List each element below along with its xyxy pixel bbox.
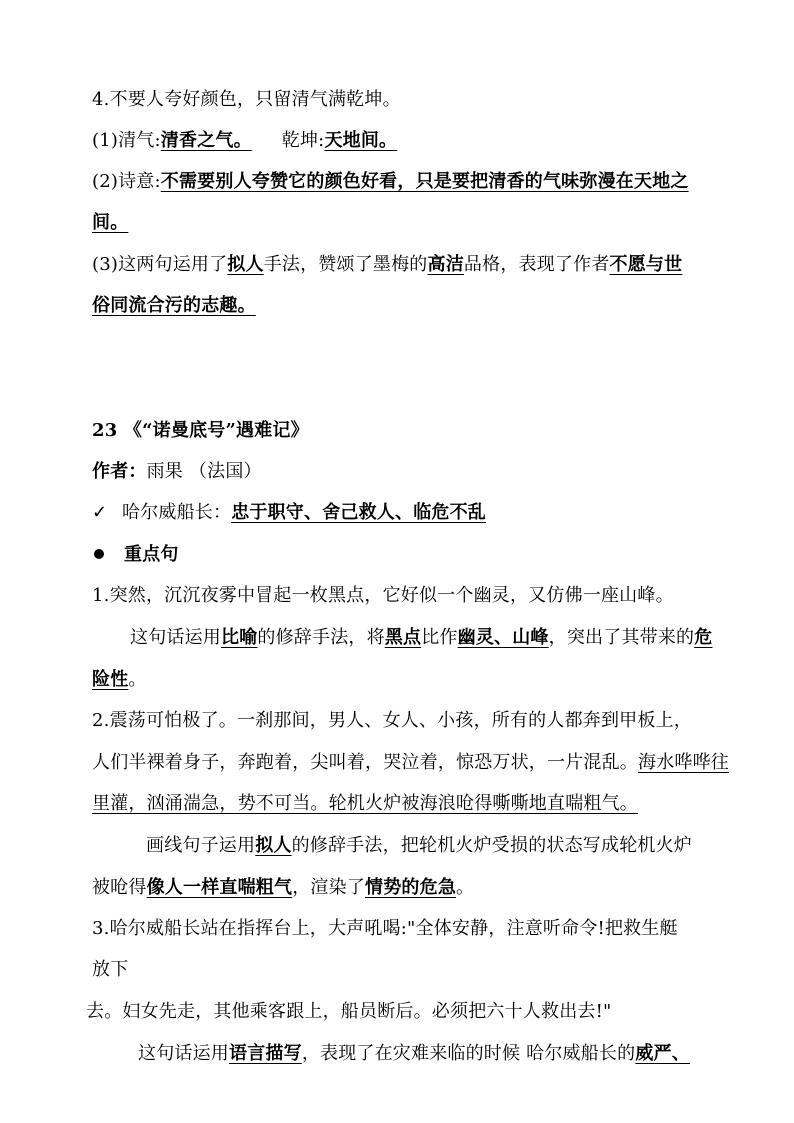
sentence-1-explanation-cont bbox=[92, 668, 712, 692]
key-sentences-heading bbox=[92, 543, 712, 567]
answer-text: 情势的危急 bbox=[365, 877, 457, 898]
annotation-label: (2)诗意: bbox=[92, 171, 161, 192]
annotation-label: 乾坤: bbox=[281, 130, 325, 151]
author-line bbox=[92, 460, 712, 484]
sentence-2-line2 bbox=[92, 751, 729, 775]
sentence-3-line2: 放下 bbox=[92, 959, 129, 980]
answer-text: 俗同流合污的志趣。 bbox=[92, 295, 256, 316]
sentence-3: 3.哈尔威船长站在指挥台上，大声吼喝:"全体安静，注意听命令!把救生艇 bbox=[92, 918, 678, 939]
text: (3)这两句运用了 bbox=[92, 254, 228, 275]
text: 比作 bbox=[421, 627, 458, 648]
answer-text: 险性 bbox=[92, 669, 129, 690]
answer-text: 幽灵、山峰 bbox=[457, 627, 549, 648]
text: 画线句子运用 bbox=[146, 835, 256, 856]
annotation-2 bbox=[92, 170, 712, 194]
sentence-1-explanation bbox=[130, 626, 750, 650]
annotation-3 bbox=[92, 253, 712, 277]
answer-text: 威严、 bbox=[635, 1043, 690, 1064]
answer-text: 拟人 bbox=[227, 254, 264, 275]
answer-text: 拟人 bbox=[255, 835, 292, 856]
sentence-2: 2.震荡可怕极了。一刹那间，男人、女人、小孩，所有的人都奔到甲板上， bbox=[92, 710, 692, 731]
text: 。 bbox=[456, 877, 475, 898]
annotation-2-cont bbox=[92, 211, 712, 235]
poem-text: 4.不要人夸好颜色，只留清气满乾坤。 bbox=[92, 89, 401, 110]
captain-traits: 忠于职守、舍己救人、临危不乱 bbox=[231, 502, 487, 523]
sentence-1: 1.突然，沉沉夜雾中冒起一枚黑点，它好似一个幽灵，又仿佛一座山峰。 bbox=[92, 585, 674, 606]
text: ，表现了在灾难来临的时候 哈尔威船长的 bbox=[301, 1043, 636, 1064]
author-label: 作者： bbox=[92, 461, 147, 482]
answer-text: 语言描写 bbox=[229, 1043, 302, 1064]
answer-text: 像人一样直喘粗气 bbox=[146, 877, 293, 898]
sentence-3-line3: 去。妇女先走，其他乘客跟上，船员断后。必须把六十人救出去!" bbox=[86, 1001, 612, 1022]
answer-text: 比喻 bbox=[221, 627, 258, 648]
sentence-2-explanation-cont bbox=[92, 876, 712, 900]
poem-line-4 bbox=[92, 88, 712, 112]
answer-text: 天地间。 bbox=[324, 130, 398, 151]
text: 的修辞手法，把轮机火炉受损的状态写成轮机火炉 bbox=[291, 835, 693, 856]
lesson-title: 23 《“诺曼底号”遇难记》 bbox=[92, 420, 309, 441]
text: 这句话运用 bbox=[130, 627, 221, 648]
check-icon: ✓ bbox=[92, 502, 108, 523]
sentence-2-explanation bbox=[146, 834, 766, 858]
text: ，突出了其带来的 bbox=[548, 627, 695, 648]
text: 这句话运用 bbox=[138, 1043, 229, 1064]
answer-text: 高洁 bbox=[427, 254, 464, 275]
captain-label: 哈尔威船长： bbox=[122, 502, 232, 523]
underlined-text: 里灌，汹涌湍急，势不可当。轮机火炉被海浪呛得嘶嘶地直喘粗气。 bbox=[92, 793, 638, 814]
annotation-label: (1)清气: bbox=[92, 130, 161, 151]
text: 被呛得 bbox=[92, 877, 147, 898]
answer-text: 不愿与世 bbox=[609, 254, 683, 275]
annotation-3-cont bbox=[92, 294, 712, 318]
text: ，渲染了 bbox=[292, 877, 366, 898]
answer-text: 不需要别人夸赞它的颜色好看，只是要把清香的气味弥漫在天地之 bbox=[160, 171, 689, 192]
text: 手法，赞颂了墨梅的 bbox=[263, 254, 428, 275]
sentence-3-explanation bbox=[138, 1042, 758, 1066]
bullet-icon bbox=[94, 549, 104, 559]
annotation-1 bbox=[92, 129, 712, 153]
answer-text: 间。 bbox=[92, 212, 129, 233]
answer-text: 危 bbox=[694, 627, 713, 648]
answer-text: 清香之气。 bbox=[160, 130, 252, 151]
sentence-2-line3 bbox=[92, 792, 712, 816]
heading-text: 重点句 bbox=[124, 544, 179, 565]
answer-text: 黑点 bbox=[384, 627, 422, 648]
text: 。 bbox=[128, 669, 147, 690]
captain-line bbox=[92, 501, 712, 525]
text: 品格，表现了作者 bbox=[463, 254, 610, 275]
text: 人们半裸着身子，奔跑着，尖叫着，哭泣着，惊恐万状，一片混乱。 bbox=[92, 752, 638, 773]
underlined-text: 海水哗哗往 bbox=[638, 752, 729, 773]
text: 的修辞手法，将 bbox=[257, 627, 385, 648]
author-name: 雨果 （法国） bbox=[146, 461, 262, 482]
